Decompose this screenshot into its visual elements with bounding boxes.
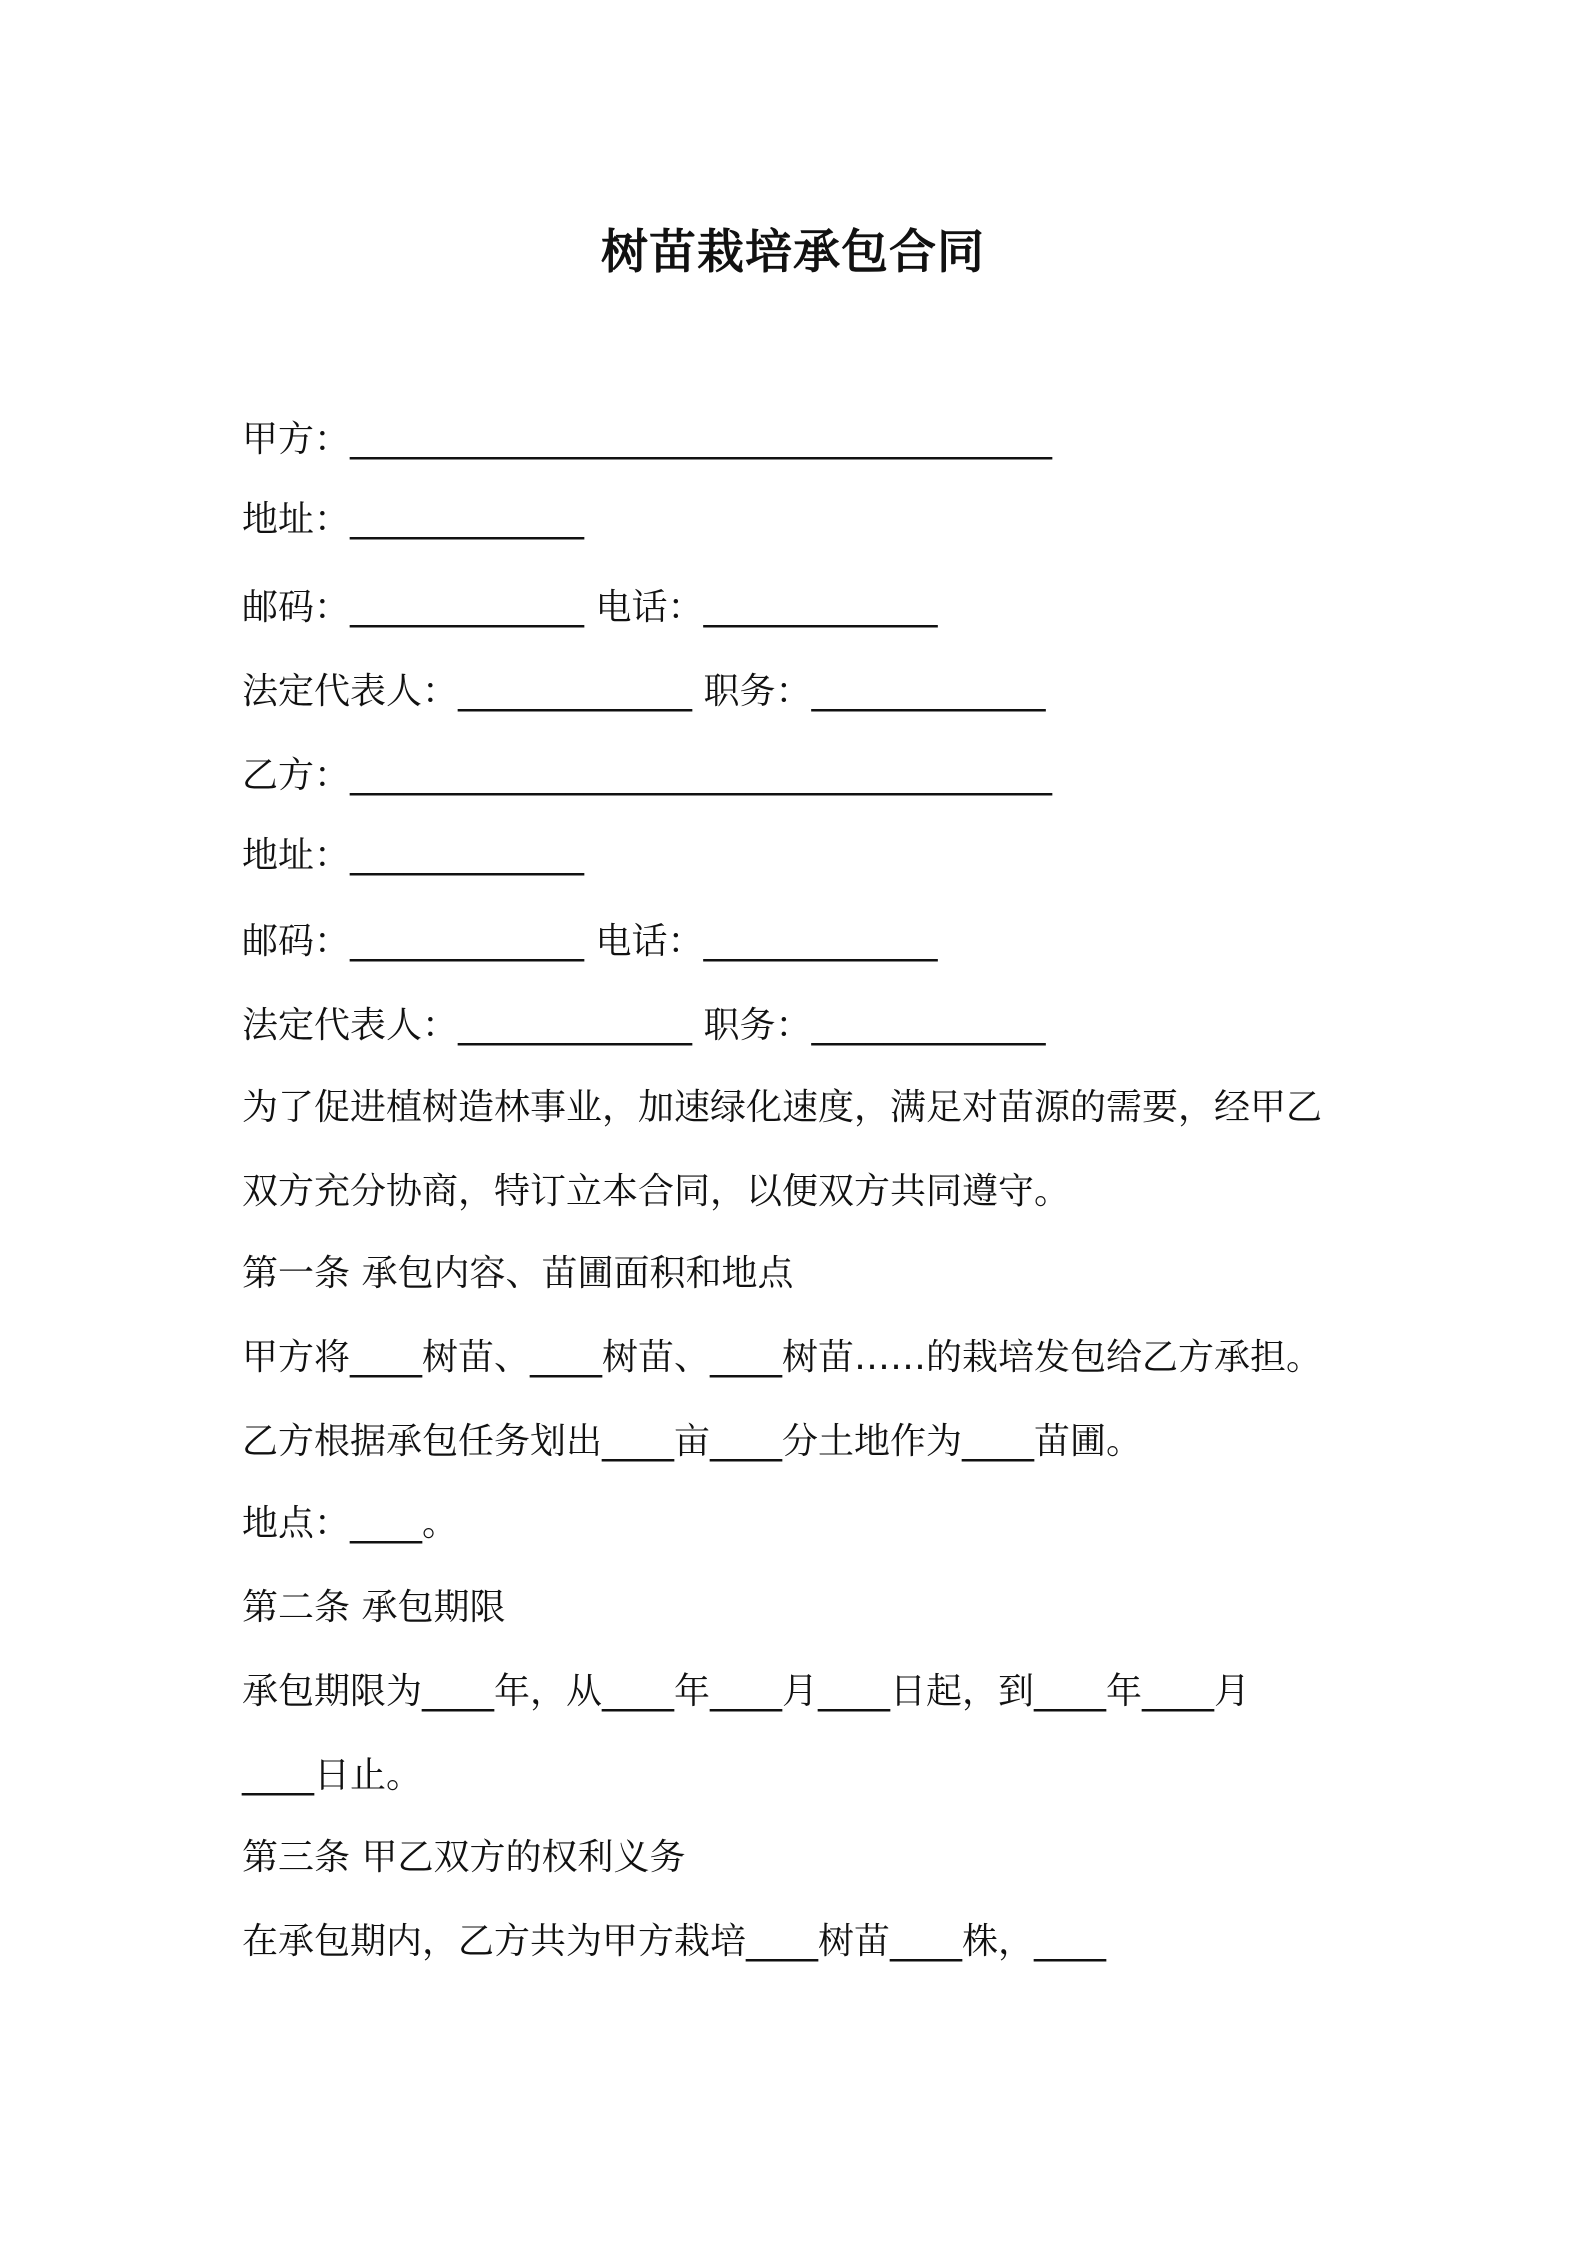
article-2-text-line-2: ____日止。 bbox=[242, 1755, 423, 1796]
party-b-name-line: 乙方：_______________________________________ bbox=[242, 755, 1053, 796]
party-a-representative-line: 法定代表人：_____________ 职务：_____________ bbox=[242, 671, 1046, 712]
preamble-line-1: 为了促进植树造林事业，加速绿化速度，满足对苗源的需要，经甲乙 bbox=[242, 1087, 1323, 1128]
party-a-name-line: 甲方：_______________________________________ bbox=[242, 419, 1053, 460]
article-2-text-line-1: 承包期限为____年，从____年____月____日起，到____年____月 bbox=[242, 1671, 1251, 1712]
article-3-text-line-1: 在承包期内，乙方共为甲方栽培____树苗____株，____ bbox=[242, 1921, 1107, 1962]
party-b-address-line: 地址：_____________ bbox=[242, 835, 585, 876]
preamble-line-2: 双方充分协商，特订立本合同，以便双方共同遵守。 bbox=[242, 1171, 1071, 1212]
article-1-location-line: 地点：____。 bbox=[242, 1503, 459, 1544]
party-a-postcode-phone-line: 邮码：_____________ 电话：_____________ bbox=[242, 587, 938, 628]
document-title: 树苗栽培承包合同 bbox=[601, 225, 985, 280]
party-a-address-line: 地址：_____________ bbox=[242, 499, 585, 540]
article-3-heading: 第三条 甲乙双方的权利义务 bbox=[242, 1837, 686, 1878]
article-1-text-line-1: 甲方将____树苗、____树苗、____树苗……的栽培发包给乙方承担。 bbox=[242, 1337, 1323, 1378]
party-b-representative-line: 法定代表人：_____________ 职务：_____________ bbox=[242, 1005, 1046, 1046]
article-2-heading: 第二条 承包期限 bbox=[242, 1587, 506, 1628]
party-b-postcode-phone-line: 邮码：_____________ 电话：_____________ bbox=[242, 921, 938, 962]
article-1-heading: 第一条 承包内容、苗圃面积和地点 bbox=[242, 1253, 794, 1294]
article-1-text-line-2: 乙方根据承包任务划出____亩____分土地作为____苗圃。 bbox=[242, 1421, 1143, 1462]
